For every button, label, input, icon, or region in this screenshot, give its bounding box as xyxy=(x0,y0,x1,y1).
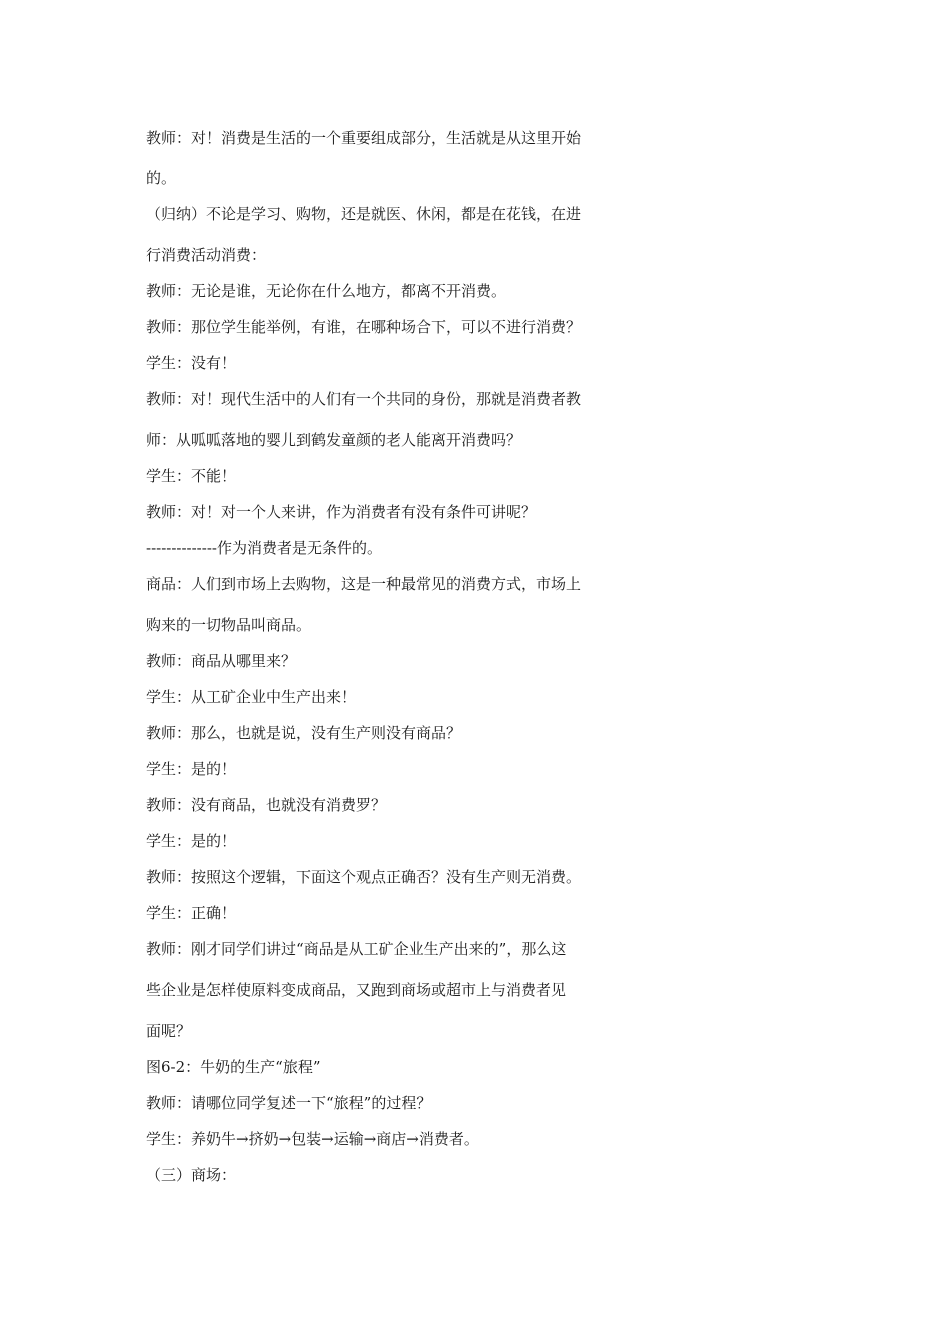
text-line: 的。 xyxy=(146,169,177,187)
text-line: 学生：正确！ xyxy=(146,904,237,922)
text-line: 教师：没有商品，也就没有消费罗？ xyxy=(146,796,387,814)
text-line: （归纳）不论是学习、购物，还是就医、休闲，都是在花钱，在进 xyxy=(146,205,582,223)
text-line: 教师：刚才同学们讲过“商品是从工矿企业生产出来的”，那么这 xyxy=(146,940,567,958)
text-line: 面呢？ xyxy=(146,1022,192,1040)
text-line: 学生：养奶牛→挤奶→包装→运输→商店→消费者。 xyxy=(146,1130,479,1148)
figure-caption: 图6-2：牛奶的生产“旅程” xyxy=(146,1058,321,1076)
text-line: 师：从呱呱落地的婴儿到鹤发童颜的老人能离开消费吗？ xyxy=(146,431,522,449)
text-line: 学生：是的！ xyxy=(146,832,237,850)
text-line: 教师：那么，也就是说，没有生产则没有商品？ xyxy=(146,724,462,742)
text-line: 些企业是怎样使原料变成商品，又跑到商场或超市上与消费者见 xyxy=(146,981,567,999)
text-line: 学生：是的！ xyxy=(146,760,237,778)
text-line: 教师：对！消费是生活的一个重要组成部分，生活就是从这里开始 xyxy=(146,129,582,147)
text-line: 学生：没有！ xyxy=(146,354,237,372)
text-line: 教师：对！现代生活中的人们有一个共同的身份，那就是消费者教 xyxy=(146,390,582,408)
section-heading: （三）商场： xyxy=(146,1166,237,1184)
text-line: 学生：从工矿企业中生产出来！ xyxy=(146,688,357,706)
text-line: 教师：那位学生能举例，有谁，在哪种场合下，可以不进行消费？ xyxy=(146,318,582,336)
text-line: 教师：商品从哪里来？ xyxy=(146,652,297,670)
text-line: 行消费活动消费： xyxy=(146,246,267,264)
text-line: --------------作为消费者是无条件的。 xyxy=(146,539,382,557)
text-line: 购来的一切物品叫商品。 xyxy=(146,616,312,634)
text-line: 教师：无论是谁，无论你在什么地方，都离不开消费。 xyxy=(146,282,507,300)
text-line: 商品：人们到市场上去购物，这是一种最常见的消费方式，市场上 xyxy=(146,575,582,593)
text-line: 学生：不能！ xyxy=(146,467,237,485)
text-line: 教师：对！对一个人来讲，作为消费者有没有条件可讲呢？ xyxy=(146,503,537,521)
text-line: 教师：请哪位同学复述一下“旅程”的过程？ xyxy=(146,1094,432,1112)
text-line: 教师：按照这个逻辑，下面这个观点正确否？没有生产则无消费。 xyxy=(146,868,582,886)
